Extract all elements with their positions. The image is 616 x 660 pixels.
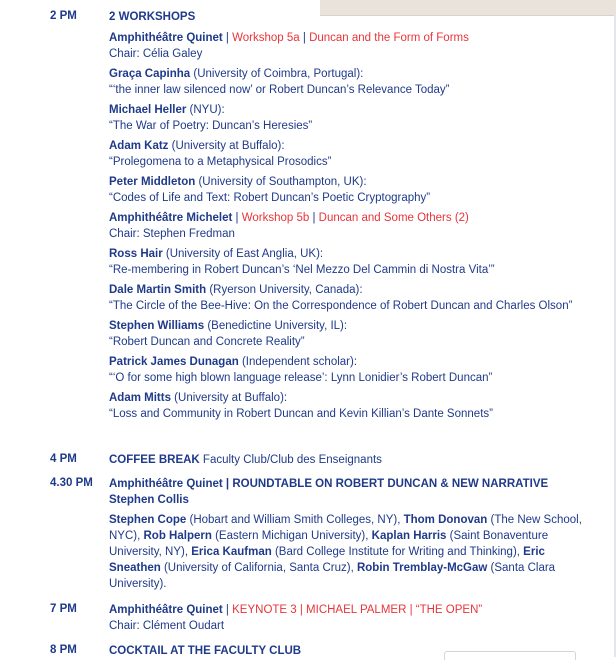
talk-entry <box>109 246 584 278</box>
talk-title: “Codes of Life and Text: Robert Duncan’s Poetic Cryptography” <box>109 192 431 204</box>
speaker-affiliation: (University of East Anglia, UK): <box>162 248 324 260</box>
speaker-line <box>109 102 584 118</box>
participant-affiliation: (Bard College Institute for Writing and Thinking), <box>271 546 524 558</box>
page-footer-tab <box>444 651 576 660</box>
participant-affiliation: (The New School, NYC), <box>109 514 582 542</box>
participant-name: Robin Tremblay-McGaw <box>356 562 488 574</box>
venue: Amphithéâtre Michelet <box>109 212 233 224</box>
talk-entry <box>109 138 584 170</box>
speaker-name: Patrick James Dunagan <box>109 356 239 368</box>
speaker-affiliation: (University of Southampton, UK): <box>195 176 367 188</box>
venue: Amphithéâtre Quinet <box>109 32 223 44</box>
workshop-chair: Chair: Stephen Fredman <box>109 228 235 240</box>
workshop-title: Duncan and Some Others (2) <box>318 212 469 224</box>
keynote-header: Amphithéâtre Quinet | KEYNOTE 3 | MICHAEL PALMER | “THE OPEN” <box>109 604 483 616</box>
talk-entry <box>109 66 584 98</box>
session-time: 7 PM <box>50 603 77 615</box>
talk-entry <box>109 282 584 314</box>
workshop-number: Workshop 5b <box>241 212 310 224</box>
speaker-affiliation: (Independent scholar): <box>238 356 358 368</box>
talk-title: “Re-membering in Robert Duncan’s ‘Nel Mezzo Del Cammin di Nostra Vita’” <box>109 264 495 276</box>
workshop-title: Duncan and the Form of Forms <box>309 32 469 44</box>
roundtable-chair: Stephen Collis <box>109 494 189 506</box>
session-content <box>109 452 584 468</box>
talk-title: “Prolegomena to a Metaphysical Prosodics” <box>109 156 332 168</box>
speaker-name: Ross Hair <box>109 248 163 260</box>
participant-affiliation: (Hobart and William Smith Colleges, NY), <box>186 514 404 526</box>
talk-title: “‘O for some high blown language release’: Lynn Lonidier’s Robert Duncan” <box>109 372 493 384</box>
speaker-line <box>109 246 584 262</box>
participant-name: Erica Kaufman <box>191 546 272 558</box>
keynote-title: KEYNOTE 3 | MICHAEL PALMER | “THE OPEN” <box>232 604 483 616</box>
session-time: 4 PM <box>50 453 77 465</box>
session-time: 8 PM <box>50 644 77 656</box>
speaker-line <box>109 66 584 82</box>
talk-entry <box>109 102 584 134</box>
speaker-name: Peter Middleton <box>109 176 196 188</box>
workshop-number: Workshop 5a <box>232 32 300 44</box>
talk-entry <box>109 318 584 350</box>
session-heading: Amphithéâtre Quinet | ROUNDTABLE ON ROBERT DUNCAN & NEW NARRATIVE <box>109 478 549 490</box>
participant-name: Thom Donovan <box>403 514 488 526</box>
workshop-header: Amphithéâtre Quinet | Workshop 5a | Duncan and the Form of Forms <box>109 32 469 44</box>
speaker-affiliation: (Ryerson University, Canada): <box>206 284 363 296</box>
speaker-line <box>109 138 584 154</box>
speaker-line <box>109 318 584 334</box>
session-content <box>109 602 584 634</box>
speaker-line <box>109 282 584 298</box>
talk-title: “The War of Poetry: Duncan’s Heresies” <box>109 120 313 132</box>
talk-title: “‘the inner law silenced now’ or Robert Duncan’s Relevance Today” <box>109 84 450 96</box>
talk-title: “Loss and Community in Robert Duncan and Kevin Killian’s Dante Sonnets” <box>109 408 493 420</box>
speaker-name: Adam Mitts <box>109 392 171 404</box>
participant-affiliation: (Saint Bonaventure University, NY), <box>109 530 549 558</box>
session-heading: 2 WORKSHOPS <box>109 11 196 23</box>
speaker-name: Adam Katz <box>109 140 169 152</box>
workshop-header: Amphithéâtre Michelet | Workshop 5b | Duncan and Some Others (2) <box>109 212 469 224</box>
speaker-line <box>109 174 584 190</box>
session-content <box>109 9 584 426</box>
speaker-name: Michael Heller <box>109 104 187 116</box>
participant-affiliation: (Eastern Michigan University), <box>211 530 372 542</box>
participant-affiliation: (University of California, Santa Cruz), <box>160 562 357 574</box>
participant-affiliation: (Santa Clara University). <box>109 562 556 590</box>
speaker-name: Dale Martin Smith <box>109 284 207 296</box>
workshop-chair: Chair: Célia Galey <box>109 48 203 60</box>
speaker-line <box>109 390 584 406</box>
participant-name: Kaplan Harris <box>371 530 447 542</box>
speaker-line <box>109 354 584 370</box>
session-heading: COCKTAIL AT THE FACULTY CLUB <box>109 645 302 657</box>
speaker-affiliation: (Benedictine University, IL): <box>204 320 348 332</box>
speaker-affiliation: (University at Buffalo): <box>168 140 285 152</box>
speaker-name: Stephen Williams <box>109 320 205 332</box>
talk-entry <box>109 174 584 206</box>
participant-name: Eric Sneathen <box>109 546 545 574</box>
talk-title: “Robert Duncan and Concrete Reality” <box>109 336 305 348</box>
speaker-affiliation: (NYU): <box>186 104 225 116</box>
talk-entry <box>109 354 584 386</box>
session-time: 2 PM <box>50 10 77 22</box>
speaker-affiliation: (University of Coimbra, Portugal): <box>190 68 364 80</box>
talk-entry <box>109 390 584 422</box>
session-time: 4.30 PM <box>50 477 93 489</box>
participant-name: Stephen Cope <box>109 514 187 526</box>
talk-title: “The Circle of the Bee-Hive: On the Correspondence of Robert Duncan and Charles Olson” <box>109 300 573 312</box>
session-heading: COFFEE BREAK Faculty Club/Club des Enseignants <box>109 454 382 466</box>
speaker-affiliation: (University at Buffalo): <box>170 392 288 404</box>
participant-list <box>109 512 584 592</box>
speaker-name: Graça Capinha <box>109 68 191 80</box>
participant-name: Rob Halpern <box>143 530 212 542</box>
session-content <box>109 476 584 592</box>
keynote-chair: Chair: Clément Oudart <box>109 620 225 632</box>
